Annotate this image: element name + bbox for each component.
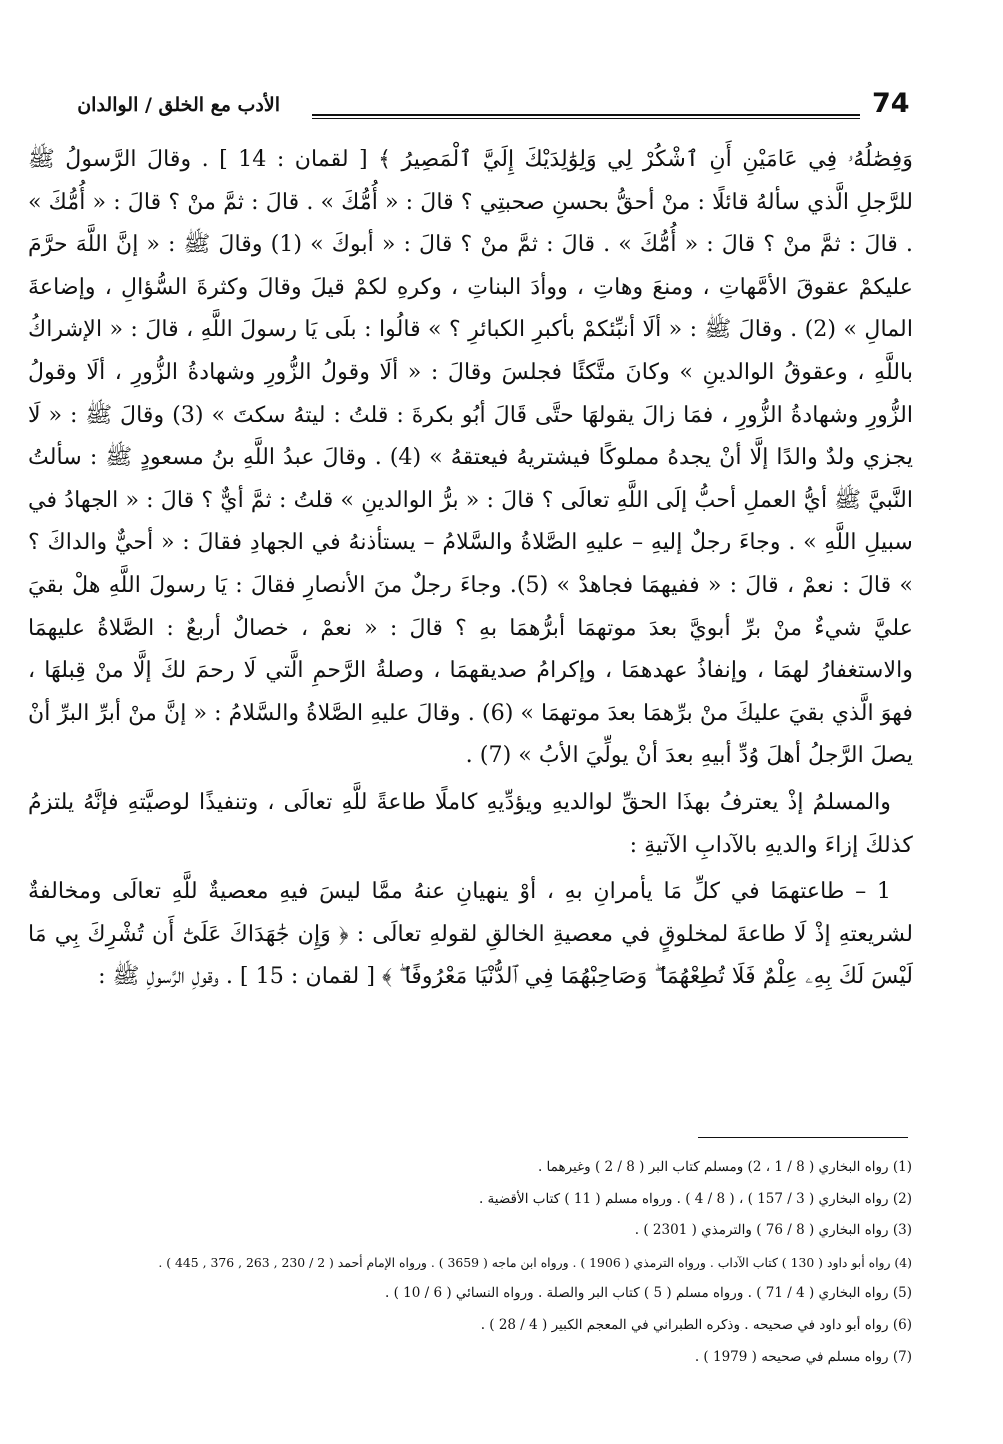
footnote-1: (1) رواه البخاري ( 8 / 1 ، 2) ومسلم كتاب البر ( 8 / 2 ) وغيرهما . bbox=[537, 1159, 912, 1175]
running-title: الأدب مع الخلق / الوالدان bbox=[77, 94, 280, 116]
paragraph-obedience: 1 – طاعتهمَا في كلِّ مَا يأمرانِ بهِ ، أوْ ينهيانِ عنهُ ممَّا ليسَ فيهِ معصيةٌ للَّهِ تعالَى ومخالفةٌ لشريعتهِ إذْ لَا طاعةَ لمخلوقٍ في معصيةِ الخالقِ لقولهِ تعالَى : ﴿ وَإِن جَٰهَدَاكَ عَلَىٰٓ أَن تُشْرِكَ بِي مَا لَيْسَ لَكَ بِهِۦ عِلْمٌ فَلَا تُطِعْهُمَا ۖ وَصَاحِبْهُمَا فِي ٱلدُّنْيَا مَعْرُوفًا ۖ ﴾ [ لقمان : 15 ] . وقولِ الرَّسولِ ﷺ : bbox=[28, 878, 913, 990]
footnote-4: (4) رواه أبو داود ( 130 ) كتاب الآداب . ورواه الترمذي ( 1906 ) . ورواه ابن ماجه ( 3659 ) . ورواه الإمام أحمد ( 2 / 230 , 263 , 376 , 445 ) . bbox=[158, 1254, 912, 1270]
footnote-6: (6) رواه أبو داود في صحيحه . وذكره الطبراني في المعجم الكبير ( 4 / 28 ) . bbox=[480, 1316, 912, 1333]
main-text bbox=[28, 138, 913, 998]
footnote-5: (5) رواه البخاري ( 4 / 71 ) . ورواه مسلم ( 5 ) كتاب البر والصلة . ورواه النسائي ( 6 / 10 ) . bbox=[384, 1285, 912, 1302]
paragraph-hadiths: وَفِصَٰلُهُۥ فِي عَامَيْنِ أَنِ ٱشْكُرْ لِي وَلِوَٰلِدَيْكَ إِلَيَّ ٱلْمَصِيرُ ﴾ [ لقمان : 14 ] . وقالَ الرَّسولُ ﷺ للرَّجلِ الَّذي سألهُ قائلًا : منْ أحقُّ بحسنِ صحبتِي ؟ قالَ : « أُمُّكَ » . قالَ : ثمَّ منْ ؟ قالَ : « أُمُّكَ » . قالَ : ثمَّ منْ ؟ قالَ : « أُمُّكَ » . قالَ : ثمَّ منْ ؟ قالَ : « أبوكَ » (1) وقالَ ﷺ : « إنَّ اللَّهَ حرَّمَ عليكمْ عقوقَ الأمَّهاتِ ، ومنعَ وهاتِ ، ووأدَ البناتِ ، وكرهِ لكمْ قيلَ وقالَ وكثرةَ السُّؤالِ ، وإضاعةَ المالِ » (2) . وقالَ ﷺ : « ألَا أنبِّئكمْ بأكبرِ الكبائرِ ؟ » قالُوا : بلَى يَا رسولَ اللَّهِ ، قالَ : « الإشراكُ باللَّهِ ، وعقوقُ الوالدينِ » وكانَ متَّكئًا فجلسَ وقالَ : « ألَا وقولُ الزُّورِ وشهادةُ الزُّورِ ، ألَا وقولُ الزُّورِ وشهادةُ الزُّورِ ، فمَا زالَ يقولهَا حتَّى قَالَ أبُو بكرةَ : قلتُ : ليتهُ سكتَ » (3) وقالَ ﷺ : « لَا يجزي ولدٌ والدًا إلَّا أنْ يجدهُ مملوكًا فيشتريهُ فيعتقهُ » (4) . وقالَ عبدُ اللَّهِ بنُ مسعودٍ ﷺ : سألتُ النَّبيَّ ﷺ أيُّ العملِ أحبُّ إلَى اللَّهِ تعالَى ؟ قالَ : « برُّ الوالدينِ » قلتُ : ثمَّ أيٌّ ؟ قالَ : « الجهادُ في سبيلِ اللَّهِ » . وجاءَ رجلٌ إليهِ – عليهِ الصَّلاةُ والسَّلامُ – يستأذنهُ في الجهادِ فقالَ : « أحيٌّ والداكَ ؟ » قالَ : نعمْ ، قالَ : « ففيهمَا فجاهدْ » (5). وجاءَ رجلٌ منَ الأنصارِ فقالَ : يَا رسولَ اللَّهِ هلْ بقيَ عليَّ شيءٌ منْ برِّ أبويَّ بعدَ موتهمَا أبرُّهمَا بهِ ؟ قالَ : « نعمْ ، خصالٌ أربعٌ : الصَّلاةُ عليهمَا والاستغفارُ لهمَا ، وإنفاذُ عهدهمَا ، وإكرامُ صديقهمَا ، وصلةُ الرَّحمِ الَّتي لَا رحمَ لكَ إلَّا منْ قِبلهَا ، فهوَ الَّذي بقيَ عليكَ منْ برِّهمَا بعدَ موتهمَا » (6) . وقالَ عليهِ الصَّلاةُ والسَّلامُ : « إنَّ منْ أبرِّ البرِّ أنْ يصلَ الرَّجلُ أهلَ وُدِّ أبيهِ بعدَ أنْ يولِّيَ الأبُ » (7) . bbox=[28, 146, 913, 769]
footnote-2: (2) رواه البخاري ( 3 / 157 ) ، ( 8 / 4 ) . ورواه مسلم ( 11 ) كتاب الأقضية . bbox=[478, 1190, 912, 1207]
footnote-3: (3) رواه البخاري ( 8 / 76 ) والترمذي ( 2301 ) . bbox=[634, 1222, 912, 1239]
page-header bbox=[30, 88, 910, 122]
paragraph-muslim-duty: والمسلمُ إذْ يعترفُ بهذَا الحقِّ لوالديهِ ويؤدِّيهِ كاملًا طاعةً للَّهِ تعالَى ، وتنفيذًا لوصيَّتهِ فإنَّهُ يلتزمُ كذلكَ إزاءَ والديهِ بالآدابِ الآتيةِ : bbox=[28, 788, 913, 858]
footnote-separator bbox=[698, 1137, 908, 1138]
footnote-7: (7) رواه مسلم في صحيحه ( 1979 ) . bbox=[694, 1348, 912, 1365]
footnotes bbox=[60, 1152, 912, 1373]
header-rule bbox=[312, 114, 860, 116]
header-rule-thin bbox=[312, 118, 860, 119]
page-number: 74 bbox=[872, 88, 910, 119]
